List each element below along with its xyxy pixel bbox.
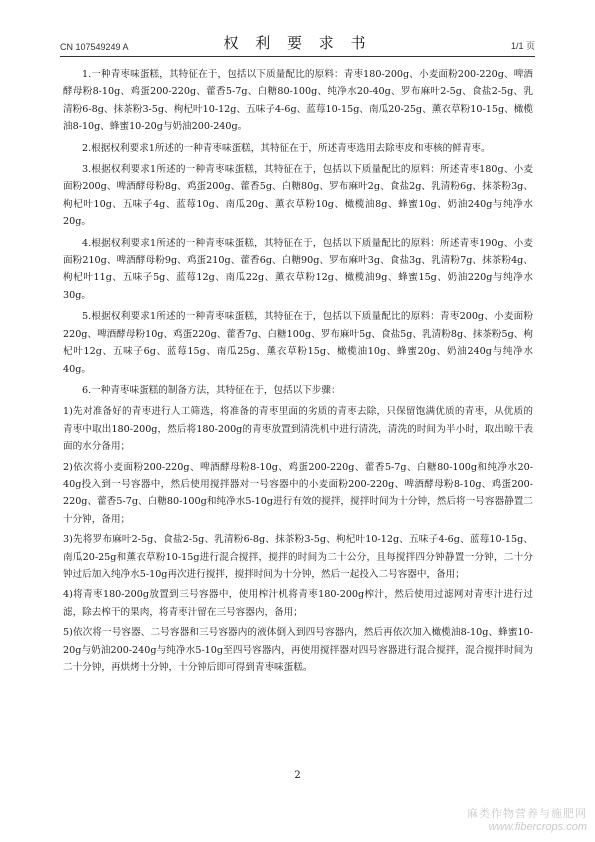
step-4: 4)将青枣180-200g放置到三号容器中，使用榨汁机将青枣180-200g榨汁，然后使用过滤网对青枣汁进行过滤，除去榨干的果肉，将青枣汁留在三号容器内，备用； xyxy=(63,589,533,618)
claims-body xyxy=(63,66,533,679)
claim-6: 6.一种青枣味蛋糕的制备方法，其特征在于，包括以下步骤： xyxy=(82,384,341,396)
claim-5: 5.根据权利要求1所述的一种青枣味蛋糕，其特征在于，包括以下质量配比的原料：青枣200g、小麦面粉220g、啤酒酵母粉10g、鸡蛋220g、藿香7g、白糖100g、罗布麻叶5g、食盐5g、乳清粉8g、抹茶粉5g、枸杞叶12g、五味子6g、蓝莓15g、南瓜25g、薰衣草粉15g、橄榄油10g、蜂蜜20g、奶油240g与纯净水40g。 xyxy=(63,311,533,375)
watermark xyxy=(467,808,587,834)
patent-number: CN 107549249 A xyxy=(60,42,129,52)
page-header xyxy=(60,30,535,57)
page-indicator: 1/1 页 xyxy=(510,41,535,51)
claim-3: 3.根据权利要求1所述的一种青枣味蛋糕，其特征在于，包括以下质量配比的原料：所述青枣180g、小麦面粉200g、啤酒酵母粉8g、鸡蛋200g、藿香5g、白糖80g、罗布麻叶2g、食盐2g、乳清粉6g、抹茶粉3g、枸杞叶10g、五味子4g、蓝莓10g、南瓜20g、薰衣草粉10g、橄榄油8g、蜂蜜10g、奶油240g与纯净水20g。 xyxy=(63,164,533,228)
page-number: 2 xyxy=(294,770,301,781)
watermark-site-name: 麻类作物营养与施肥网 xyxy=(467,808,587,820)
document-title: 权 利 要 求 书 xyxy=(223,34,372,52)
step-3: 3)先将罗布麻叶2-5g、食盐2-5g、乳清粉6-8g、抹茶粉3-5g、枸杞叶10-12g、五味子4-6g、蓝莓10-15g、南瓜20-25g和薰衣草粉10-15g进行混合搅拌，搅拌的时间为二十公分，且每搅拌四分钟静置一分钟，二十分钟过后加入纯净水5-10g再次进行搅拌，搅拌时间为十分钟，然后一起投入二号容器中，备用； xyxy=(63,534,533,580)
watermark-url: www.fibercrops.com xyxy=(488,821,587,833)
step-5: 5)依次将一号容器、二号容器和三号容器内的液体倒入到四号容器内，然后再依次加入橄榄油8-10g、蜂蜜10-20g与奶油200-240g与纯净水5-10g至四号容器内，再使用搅拌器对四号容器进行混合搅拌，混合搅拌时间为二十分钟，再烘烤十分钟，十分钟后即可得到青枣味蛋糕。 xyxy=(63,627,533,673)
claim-4: 4.根据权利要求1所述的一种青枣味蛋糕，其特征在于，包括以下质量配比的原料：所述青枣190g、小麦面粉210g、啤酒酵母粉9g、鸡蛋210g、藿香6g、白糖90g、罗布麻叶3g、食盐3g、乳清粉7g、抹茶粉4g、枸杞叶11g、五味子5g、蓝莓12g、南瓜22g、薰衣草粉12g、橄榄油9g、蜂蜜15g、奶油220g与纯净水30g。 xyxy=(63,237,533,301)
claim-1: 1.一种青枣味蛋糕，其特征在于，包括以下质量配比的原料：青枣180-200g、小麦面粉200-220g、啤酒酵母粉8-10g、鸡蛋200-220g、藿香5-7g、白糖80-100g、纯净水20-40g、罗布麻叶2-5g、食盐2-5g、乳清粉6-8g、抹茶粉3-5g、枸杞叶10-12g、五味子4-6g、蓝莓10-15g、南瓜20-25g、薰衣草粉10-15g、橄榄油8-10g、蜂蜜10-20g与奶油200-240g。 xyxy=(63,69,533,133)
claim-2: 2.根据权利要求1所述的一种青枣味蛋糕，其特征在于，所述青枣选用去除枣皮和枣核的鲜青枣。 xyxy=(82,142,491,154)
step-1: 1)先对准备好的青枣进行人工筛选，将准备的青枣里面的劣质的青枣去除，只保留饱满优质的青枣，从优质的青枣中取出180-200g，然后将180-200g的青枣放置到清洗机中进行清洗，清洗的时间为半小时，取出晾干表面的水分备用； xyxy=(63,406,533,453)
step-2: 2)依次将小麦面粉200-220g、啤酒酵母粉8-10g、鸡蛋200-220g、藿香5-7g、白糖80-100g和纯净水20-40g投入到一号容器中，然后使用搅拌器对一号容器中的小麦面粉200-220g、啤酒酵母粉8-10g、鸡蛋200-220g、藿香5-7g、白糖80-100g和纯净水5-10g进行有效的搅拌，搅拌时间为十分钟，然后将一号容器静置二十分钟，备用； xyxy=(63,461,533,525)
